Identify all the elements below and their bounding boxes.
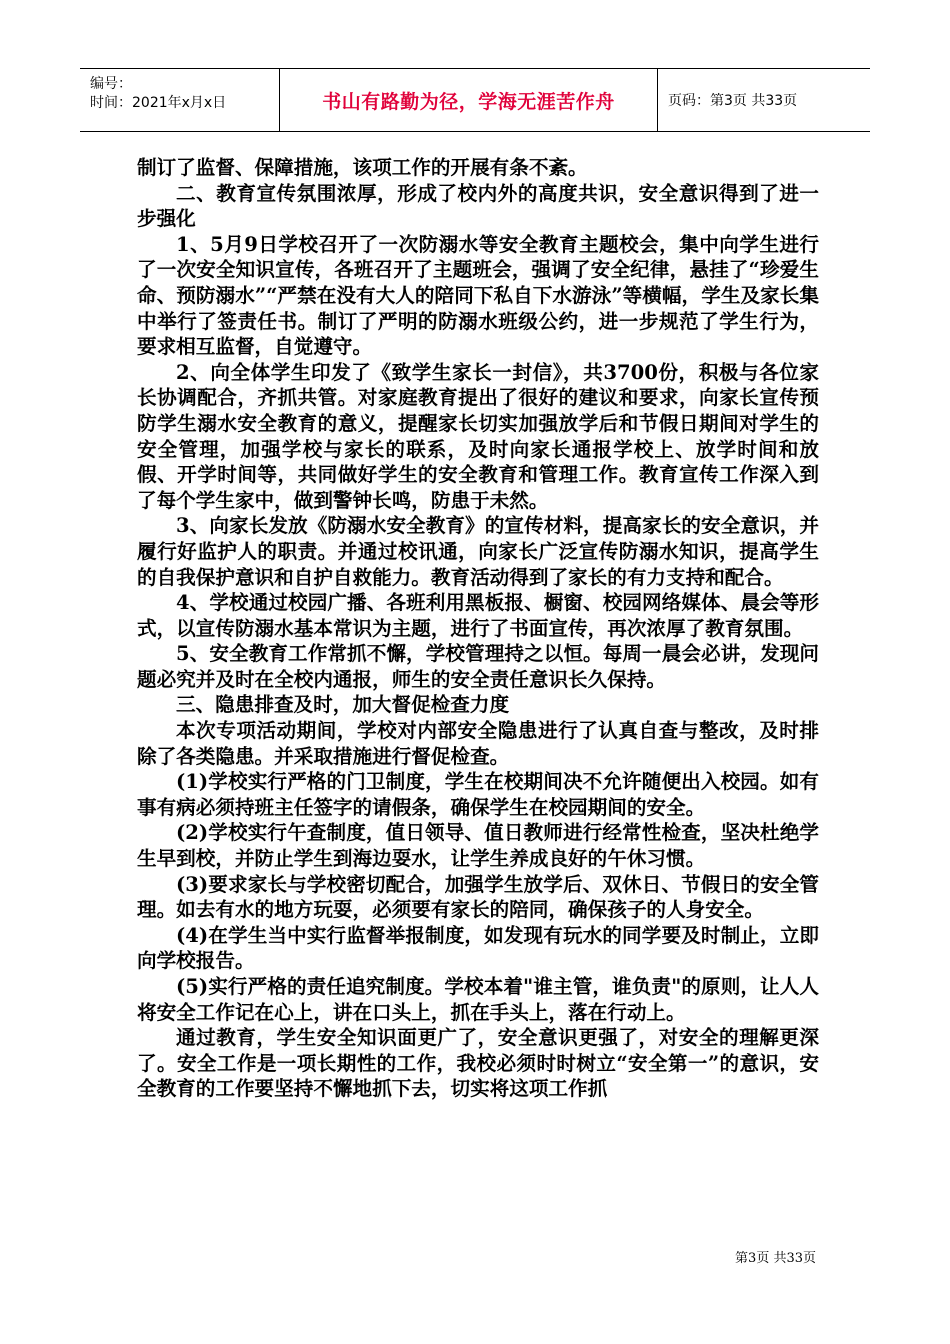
list-item: (5)实行严格的责任追究制度。学校本着"谁主管，谁负责"的原则，让人人将安全工作记在心上，讲在口头上，抓在手头上，落在行动上。 bbox=[137, 975, 819, 1024]
page-footer: 第3页 共33页 bbox=[735, 1251, 816, 1266]
document-number: 编号： bbox=[90, 76, 132, 92]
header-page-cell bbox=[658, 69, 870, 131]
paragraph: 制订了监督、保障措施，该项工作的开展有条不紊。 bbox=[137, 156, 588, 179]
paragraph: 通过教育，学生安全知识面更广了，安全意识更强了，对安全的理解更深了。安全工作是一项长期性的工作，我校必须时时树立“安全第一”的意识，安全教育的工作要坚持不懈地抓下去，切实将这项工作抓 bbox=[137, 1026, 819, 1101]
paragraph: 5、安全教育工作常抓不懈，学校管理持之以恒。每周一晨会必讲，发现问题必究并及时在全校内通报，师生的安全责任意识长久保持。 bbox=[137, 642, 819, 691]
header-motto-cell bbox=[280, 69, 658, 131]
list-item: (3)要求家长与学校密切配合，加强学生放学后、双休日、节假日的安全管理。如去有水的地方玩耍，必须要有家长的陪同，确保孩子的人身安全。 bbox=[137, 872, 819, 922]
section-heading: 二、教育宣传氛围浓厚，形成了校内外的高度共识，安全意识得到了进一步强化 bbox=[137, 181, 819, 231]
list-item: (4)在学生当中实行监督举报制度，如发现有玩水的同学要及时制止，立即向学校报告。 bbox=[137, 923, 819, 973]
section-heading: 三、隐患排查及时，加大督促检查力度 bbox=[176, 693, 510, 717]
header-page-number: 页码：第3页 共33页 bbox=[668, 93, 798, 109]
paragraph: 1、5月9日学校召开了一次防溺水等安全教育主题校会，集中向学生进行了一次安全知识宣传，各班召开了主题班会，强调了安全纪律，悬挂了“珍爱生命、预防溺水”“严禁在没有大人的陪同下私自下水游泳”等横幅，学生及家长集中举行了签责任书。制订了严明的防溺水班级公约，进一步规范了学生行为，要求相互监督，自觉遵守。 bbox=[137, 232, 819, 359]
document-time: 时间：2021年x月x日 bbox=[90, 95, 227, 111]
paragraph: 2、向全体学生印发了《致学生家长一封信》，共3700份，积极与各位家长协调配合，齐抓共管。对家庭教育提出了很好的建议和要求，向家长宣传预防学生溺水安全教育的意义，提醒家长切实加强放学后和节假日期间对学生的安全管理，加强学校与家长的联系，及时向家长通报学校上、放学时间和放假、开学时间等，共同做好学生的安全教育和管理工作。教育宣传工作深入到了每个学生家中，做到警钟长鸣，防患于未然。 bbox=[137, 360, 819, 512]
paragraph: 4、学校通过校园广播、各班利用黑板报、橱窗、校园网络媒体、晨会等形式，以宣传防溺水基本常识为主题，进行了书面宣传，再次浓厚了教育氛围。 bbox=[137, 591, 819, 640]
paragraph: 3、向家长发放《防溺水安全教育》的宣传材料，提高家长的安全意识，并履行好监护人的职责。并通过校讯通，向家长广泛宣传防溺水知识，提高学生的自我保护意识和自护自救能力。教育活动得到了家长的有力支持和配合。 bbox=[137, 514, 819, 589]
header-meta bbox=[80, 69, 280, 131]
document-body bbox=[137, 155, 819, 1102]
list-item: (1)学校实行严格的门卫制度，学生在校期间决不允许随便出入校园。如有事有病必须持班主任签字的请假条，确保学生在校园期间的安全。 bbox=[137, 770, 819, 819]
paragraph: 本次专项活动期间，学校对内部安全隐患进行了认真自查与整改，及时排除了各类隐患。并采取措施进行督促检查。 bbox=[137, 719, 819, 768]
page-header bbox=[80, 68, 870, 132]
list-item: (2)学校实行午查制度，值日领导、值日教师进行经常性检查，坚决杜绝学生早到校，并防止学生到海边耍水，让学生养成良好的午休习惯。 bbox=[137, 821, 819, 871]
header-motto: 书山有路勤为径，学海无涯苦作舟 bbox=[322, 90, 615, 113]
